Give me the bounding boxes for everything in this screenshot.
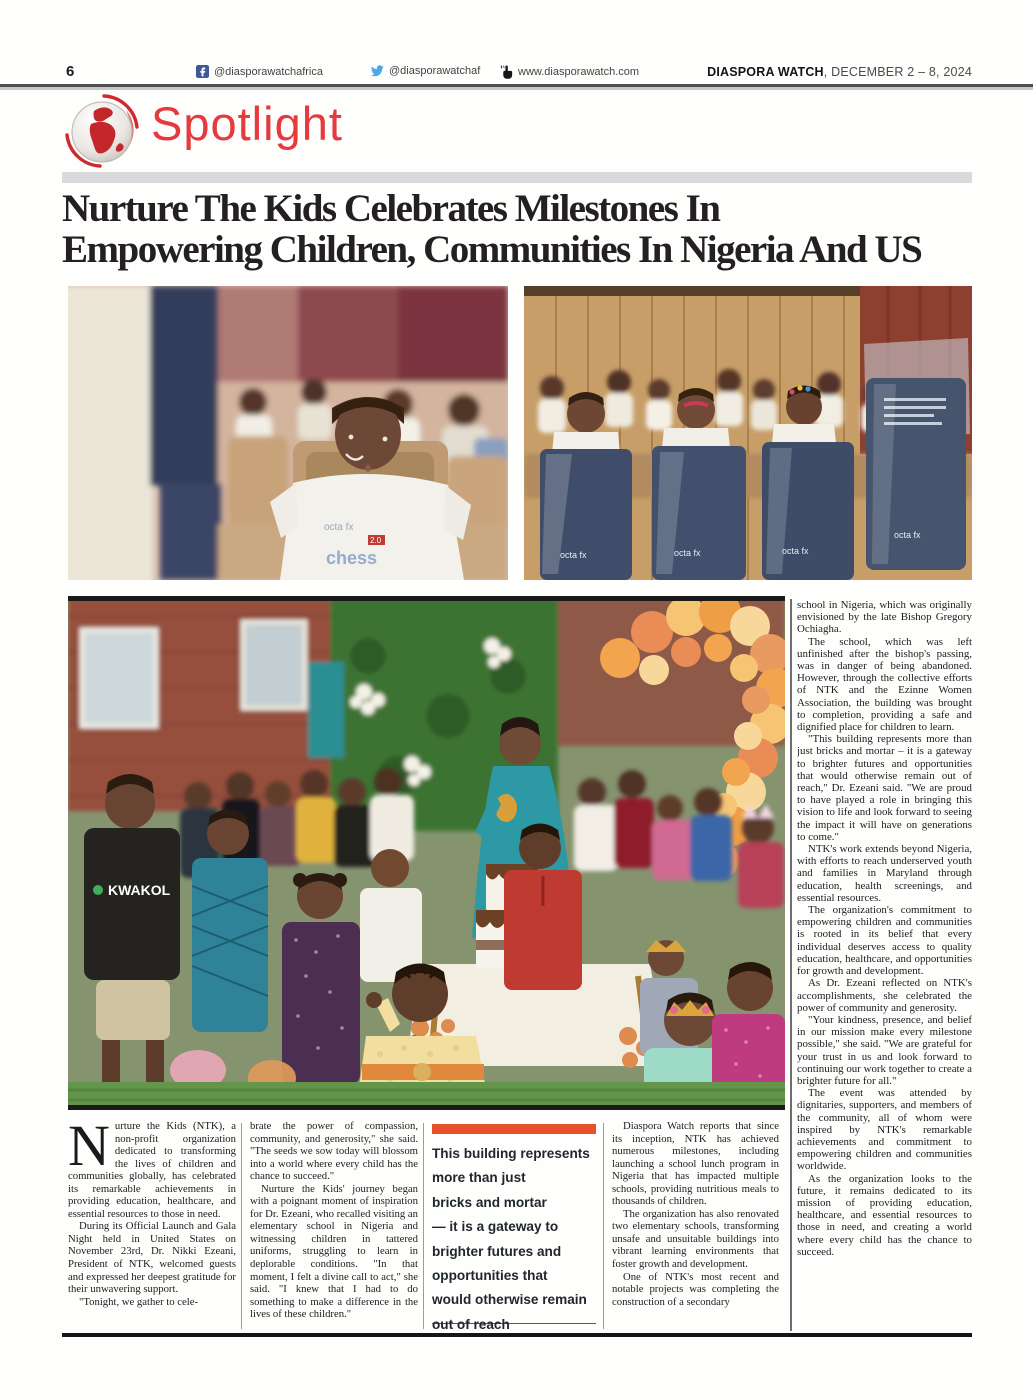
pull-quote-line: This building represents xyxy=(432,1146,590,1161)
photo-bag-brand-text-2: octa fx xyxy=(674,548,701,558)
pull-quote-accent-bar xyxy=(432,1124,596,1134)
website-pointer-icon xyxy=(500,65,513,79)
article-paragraph: During its Official Launch and Gala Night held in United States on November 23rd, Dr. Nikki Ezeani, President of NTK, welcomed guests and expressed her deepest gratitude for their unwavering support. xyxy=(68,1220,236,1296)
pull-quote-line: more than just xyxy=(432,1170,526,1186)
headline-line-2: Empowering Children, Communities In Nigeria And US xyxy=(62,228,922,271)
article-column-right xyxy=(797,599,972,1332)
article-column-2 xyxy=(250,1120,418,1333)
article-column-4 xyxy=(612,1120,779,1333)
globe-logo-icon xyxy=(64,93,140,169)
article-paragraph: The school, which was left unfinished after the bishop's passing, was in danger of being abandoned. However, through the collective efforts of NTK and the Ezinne Women Association, the building was brought to completion, providing a safe and dignified place for children to learn. xyxy=(797,635,972,734)
photo-gift-bags-illustration xyxy=(524,286,972,580)
pull-quote-line: would otherwise remain xyxy=(432,1292,587,1308)
article-paragraph: The organization's commitment to empowering children and communities is rooted in its belief that every individual deserves access to quality education, healthcare, and opportunities for growth and development. xyxy=(797,904,972,978)
column-divider-main xyxy=(790,599,792,1331)
masthead-title: DIASPORA WATCH xyxy=(707,65,824,79)
lead-paragraph-text: urture the Kids (NTK), a non-profit organization dedicated to transforming the lives of children and communities globally, has celebrated its remarkable achievements in providing education, healthcare, and essential resources to those in need. xyxy=(68,1120,236,1220)
photo-bag-brand-text-4: octa fx xyxy=(894,530,921,540)
article-column-1 xyxy=(68,1120,236,1333)
pull-quote xyxy=(432,1124,596,1332)
headline-line-1: Nurture The Kids Celebrates Milestones In xyxy=(62,187,720,230)
facebook-handle-group xyxy=(196,65,323,78)
section-divider-bar xyxy=(62,172,972,183)
article-paragraph: school in Nigeria, which was originally envisioned by the late Bishop Gregory Ochiagha. xyxy=(797,599,972,636)
pull-quote-line: out of reach xyxy=(432,1316,510,1332)
article-lead-paragraph xyxy=(68,1120,236,1220)
article-headline xyxy=(62,188,974,270)
column-divider-3 xyxy=(603,1123,604,1329)
article-paragraph: brate the power of compassion, community, and generosity," she said. "The seeds we sow today will blossom into a world where every child has the chance to succeed." xyxy=(250,1120,418,1183)
facebook-handle: @diasporawatchafrica xyxy=(214,65,323,78)
twitter-icon xyxy=(370,65,384,77)
pull-quote-line: — it is a gateway to xyxy=(432,1219,559,1235)
pull-quote-line: opportunities that xyxy=(432,1268,548,1284)
article-paragraph: "Tonight, we gather to cele- xyxy=(79,1295,199,1308)
twitter-handle: @diasporawatchaf xyxy=(389,65,481,77)
photo-celebration-illustration xyxy=(68,596,785,1110)
photo-shirt-brand-text: octa fx xyxy=(324,522,354,533)
photo-event-hall-illustration xyxy=(68,286,508,580)
drop-cap: N xyxy=(68,1120,110,1178)
photo-kwakol-shirt-text: KWAKOL xyxy=(108,882,171,898)
article-paragraph: "Your kindness, presence, and belief in our mission make every milestone possible," she said. "We are grateful for your trust in us and look forward to continuing our work together to create a brighter future for all." xyxy=(797,1013,972,1087)
article-paragraph: Nurture the Kids' journey began with a poignant moment of inspiration for Dr. Ezeani, who recalled visiting an elementary school in Nigeria and witnessing children in tattered uniforms, struggling to learn in deplorable conditions. "In that moment, I felt a divine call to act," she said. "I knew that I had to do something to make a difference in the lives of these children." xyxy=(250,1182,418,1321)
photo-shirt-version-text: 2.0 xyxy=(370,536,382,545)
article-paragraph: The event was attended by dignitaries, supporters, and members of the community, all of whom were inspired by NTK's remarkable achievements and commitment to empowering children and communities worldwide. xyxy=(797,1087,972,1173)
article-paragraph: NTK's work extends beyond Nigeria, with efforts to reach underserved youth and families in Maryland through education, health screenings, and essential resources. xyxy=(797,843,972,904)
article-paragraph: As the organization looks to the future, it remains dedicated to its mission of providing education, healthcare, and essential resources to those in need, and creating a world where every child has the chance to succeed. xyxy=(797,1172,972,1258)
masthead xyxy=(707,65,972,79)
issue-date: , DECEMBER 2 – 8, 2024 xyxy=(823,65,972,79)
website-group xyxy=(500,65,639,79)
article-paragraph: One of NTK's most recent and notable projects was completing the construction of a secondary xyxy=(612,1270,779,1308)
pull-quote-line: bricks and mortar xyxy=(432,1194,547,1210)
article-paragraph: The organization has also renovated two elementary schools, transforming unsafe and unsuitable buildings into vibrant learning environments that foster growth and development. xyxy=(612,1207,779,1271)
page-number: 6 xyxy=(66,63,75,80)
article-paragraph: As Dr. Ezeani reflected on NTK's accomplishments, she celebrated the power of community and generosity. xyxy=(797,977,972,1014)
column-divider-1 xyxy=(241,1123,242,1329)
photo-children-gift-bags xyxy=(524,286,972,580)
pull-quote-line: brighter futures and xyxy=(432,1243,562,1259)
twitter-handle-group xyxy=(370,65,480,77)
page-bottom-rule xyxy=(62,1333,972,1337)
photo-shirt-chess-text: chess xyxy=(326,548,378,568)
section-title: Spotlight xyxy=(151,97,343,150)
photo-event-hall-boy xyxy=(68,286,508,580)
article-paragraph: Diaspora Watch reports that since its inception, NTK has achieved numerous milestones, including launching a school lunch program in Nigeria that has impacted multiple schools, providing nutritious meals to thousands of children. xyxy=(612,1120,779,1208)
website-url: www.diasporawatch.com xyxy=(518,66,640,78)
photo-cake-celebration xyxy=(68,596,785,1110)
header-divider xyxy=(0,84,1033,90)
article-paragraph: "This building represents more than just bricks and mortar – it is a gateway to brighter futures and opportunities that would otherwise remain out of reach," Dr. Ezeani said. "We are proud to have played a role in bringing this vision to life and look forward to seeing the impact it will have on generations to come." xyxy=(797,733,972,843)
facebook-icon xyxy=(196,65,209,78)
column-divider-2 xyxy=(423,1123,424,1329)
photo-bag-brand-text-3: octa fx xyxy=(782,546,809,556)
photo-bag-brand-text: octa fx xyxy=(560,550,587,560)
